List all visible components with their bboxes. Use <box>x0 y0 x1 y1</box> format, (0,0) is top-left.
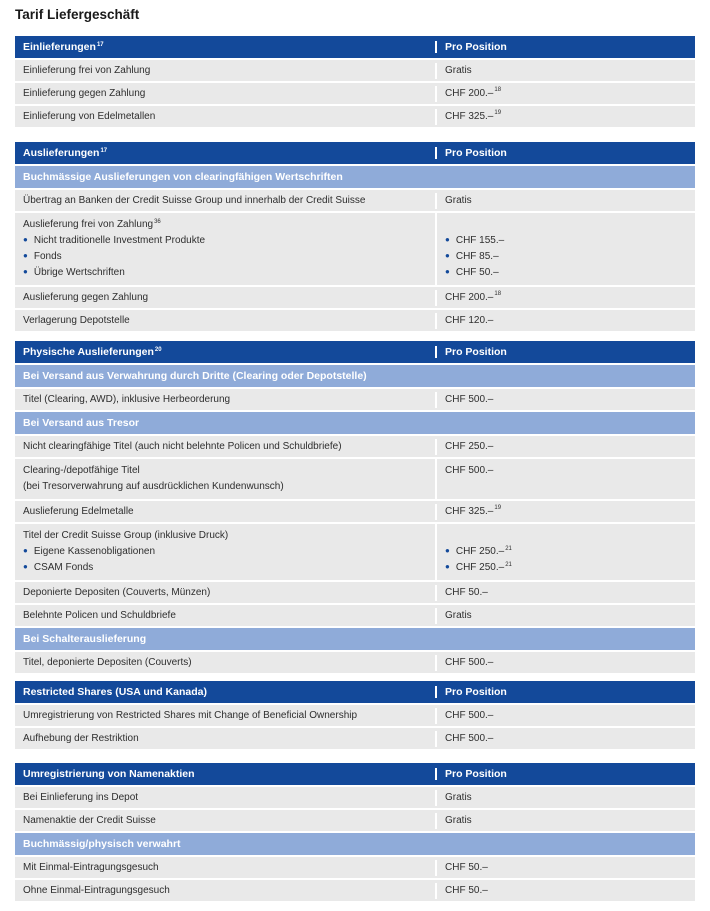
service-text <box>23 439 427 455</box>
footnote-ref: 19 <box>494 505 502 512</box>
service-cell <box>15 585 435 601</box>
price-cell <box>435 731 695 747</box>
service-cell <box>15 790 435 806</box>
subsection-header <box>15 628 695 650</box>
service-text-text: Einlieferung frei von Zahlung <box>23 64 151 76</box>
price-bullet <box>445 544 687 560</box>
subsection-title: Bei Schalterauslieferung <box>23 633 147 645</box>
price-text <box>445 813 687 829</box>
section-title-text: Auslieferungen <box>23 147 100 159</box>
price-text-text: Gratis <box>445 609 472 621</box>
price-text <box>445 731 687 747</box>
service-text-text: Deponierte Depositen (Couverts, Münzen) <box>23 586 211 598</box>
service-text <box>23 463 427 479</box>
bullet-item-text: CSAM Fonds <box>33 562 94 573</box>
price-text <box>445 608 687 624</box>
table-row <box>15 857 695 880</box>
subsection-header <box>15 412 695 434</box>
price-cell <box>435 392 695 408</box>
service-text <box>23 585 427 601</box>
price-text-text: CHF 250.– <box>445 440 494 452</box>
price-cell <box>435 504 695 520</box>
price-cell <box>435 459 695 499</box>
price-text <box>445 504 687 520</box>
table-row <box>15 436 695 459</box>
price-text-text: Gratis <box>445 791 472 803</box>
footnote-ref: 21 <box>505 561 512 568</box>
bullet-item <box>23 560 427 576</box>
section-header <box>15 341 695 363</box>
price-text <box>445 585 687 601</box>
service-text-text: Titel (Clearing, AWD), inklusive Herbeorderung <box>23 393 231 405</box>
price-text <box>445 86 687 102</box>
service-text-text: Umregistrierung von Restricted Shares mit Change of Beneficial Ownership <box>23 709 358 721</box>
service-text <box>23 813 427 829</box>
service-cell <box>15 708 435 724</box>
service-cell <box>15 731 435 747</box>
price-text-text: Gratis <box>445 814 472 826</box>
section-header <box>15 763 695 785</box>
service-heading <box>23 528 427 544</box>
price-cell <box>435 608 695 624</box>
price-cell <box>435 524 695 580</box>
section-title <box>15 147 435 159</box>
service-cell <box>15 439 435 455</box>
section-title <box>15 41 435 53</box>
price-text <box>445 883 687 899</box>
price-cell <box>435 708 695 724</box>
column-header-per-position: Pro Position <box>435 147 695 159</box>
bullet-item <box>23 265 427 281</box>
service-cell <box>15 504 435 520</box>
service-cell <box>15 290 435 306</box>
price-text-text: Gratis <box>445 64 472 76</box>
price-bullet <box>445 265 687 281</box>
footnote-ref: 20 <box>154 346 162 353</box>
price-text-text: CHF 200.– <box>445 291 494 303</box>
service-cell <box>15 655 435 671</box>
service-text-text: Titel, deponierte Depositen (Couverts) <box>23 656 192 668</box>
service-cell <box>15 213 435 285</box>
column-header-per-position: Pro Position <box>435 686 695 698</box>
price-cell <box>435 790 695 806</box>
service-text <box>23 790 427 806</box>
table-row <box>15 605 695 628</box>
price-text-text: CHF 500.– <box>445 732 494 744</box>
service-cell <box>15 313 435 329</box>
service-text <box>23 883 427 899</box>
table-row <box>15 310 695 333</box>
service-text-text: Clearing-/depotfähige Titel <box>23 465 140 476</box>
service-text <box>23 109 427 125</box>
price-text <box>445 708 687 724</box>
service-text <box>23 63 427 79</box>
price-bullet-text: CHF 250.– <box>455 546 505 557</box>
table-row <box>15 728 695 751</box>
price-text <box>445 790 687 806</box>
price-text-text: CHF 50.– <box>445 861 488 873</box>
price-text-text: CHF 325.– <box>445 110 494 122</box>
section-title <box>15 686 435 698</box>
price-cell <box>435 655 695 671</box>
column-header-per-position: Pro Position <box>435 346 695 358</box>
table-row <box>15 459 695 501</box>
section-title <box>15 346 435 358</box>
service-text-text: Ohne Einmal-Eintragungsgesuch <box>23 884 170 896</box>
table-row <box>15 389 695 412</box>
subsection-header <box>15 166 695 188</box>
price-text-text: Gratis <box>445 194 472 206</box>
price-cell <box>435 439 695 455</box>
bullet-item-text: Fonds <box>33 251 62 262</box>
service-cell <box>15 392 435 408</box>
bullet-item <box>23 544 427 560</box>
price-text-text: CHF 500.– <box>445 709 494 721</box>
footnote-ref: 36 <box>154 218 161 225</box>
price-cell <box>435 860 695 876</box>
price-text <box>445 439 687 455</box>
price-text <box>445 655 687 671</box>
service-text-text: Nicht clearingfähige Titel (auch nicht belehnte Policen und Schuldbriefe) <box>23 440 342 452</box>
bullet-item <box>23 249 427 265</box>
price-text <box>445 392 687 408</box>
service-text <box>23 860 427 876</box>
price-cell <box>435 313 695 329</box>
service-text <box>23 313 427 329</box>
service-text-text: Namenaktie der Credit Suisse <box>23 814 156 826</box>
service-text-text: Aufhebung der Restriktion <box>23 732 139 744</box>
spacer <box>445 528 687 544</box>
table-row <box>15 524 695 582</box>
service-text-text: Bei Einlieferung ins Depot <box>23 791 139 803</box>
price-text-text: CHF 500.– <box>445 656 494 668</box>
section-header <box>15 142 695 164</box>
service-text <box>23 392 427 408</box>
section-header <box>15 681 695 703</box>
price-cell <box>435 63 695 79</box>
service-cell <box>15 524 435 580</box>
price-bullet-text: CHF 155.– <box>455 235 505 246</box>
table-row <box>15 83 695 106</box>
price-cell <box>435 213 695 285</box>
service-cell <box>15 860 435 876</box>
service-text-text: Belehnte Policen und Schuldbriefe <box>23 609 176 621</box>
service-text <box>23 731 427 747</box>
price-text-text: CHF 500.– <box>445 393 494 405</box>
price-bullet <box>445 560 687 576</box>
service-heading <box>23 217 427 233</box>
service-text <box>23 708 427 724</box>
subsection-title: Buchmässige Auslieferungen von clearingfähigen Wertschriften <box>23 171 343 183</box>
table-row <box>15 213 695 287</box>
service-text-text: Mit Einmal-Eintragungsgesuch <box>23 861 159 873</box>
table-row <box>15 287 695 310</box>
service-text <box>23 608 427 624</box>
subsection-title: Buchmässig/physisch verwahrt <box>23 838 181 850</box>
service-text-text: Auslieferung Edelmetalle <box>23 505 134 517</box>
section-header <box>15 36 695 58</box>
footnote-ref: 17 <box>96 41 104 48</box>
table-row <box>15 501 695 524</box>
section-title-text: Einlieferungen <box>23 41 96 53</box>
price-bullet-text: CHF 250.– <box>455 562 505 573</box>
service-text <box>23 504 427 520</box>
price-bullet <box>445 249 687 265</box>
footnote-ref: 18 <box>494 87 502 94</box>
service-cell <box>15 813 435 829</box>
table-row <box>15 652 695 675</box>
service-cell <box>15 109 435 125</box>
footnote-ref: 17 <box>100 147 108 154</box>
table-row <box>15 705 695 728</box>
service-text <box>23 479 427 495</box>
price-text <box>445 313 687 329</box>
service-text <box>23 290 427 306</box>
price-bullet-text: CHF 50.– <box>455 267 499 278</box>
price-cell <box>435 193 695 209</box>
table-row <box>15 787 695 810</box>
price-cell <box>435 585 695 601</box>
price-text <box>445 63 687 79</box>
table-row <box>15 582 695 605</box>
service-cell <box>15 459 435 499</box>
bullet-item <box>23 233 427 249</box>
price-text-text: CHF 200.– <box>445 87 494 99</box>
service-cell <box>15 63 435 79</box>
bullet-item-text: Eigene Kassenobligationen <box>33 546 156 557</box>
subsection-title: Bei Versand aus Tresor <box>23 417 140 429</box>
table-row <box>15 190 695 213</box>
section-title-text: Restricted Shares (USA und Kanada) <box>23 686 207 698</box>
footnote-ref: 19 <box>494 110 502 117</box>
service-text <box>23 655 427 671</box>
service-heading-text: Titel der Credit Suisse Group (inklusive Druck) <box>23 530 229 541</box>
service-text-text: Verlagerung Depotstelle <box>23 314 130 326</box>
service-cell <box>15 86 435 102</box>
column-header-per-position: Pro Position <box>435 768 695 780</box>
bullet-item-text: Nicht traditionelle Investment Produkte <box>33 235 206 246</box>
price-text-text: CHF 50.– <box>445 586 488 598</box>
subsection-header <box>15 365 695 387</box>
column-header-per-position: Pro Position <box>435 41 695 53</box>
service-text <box>23 86 427 102</box>
price-text-text: CHF 500.– <box>445 465 494 476</box>
price-cell <box>435 109 695 125</box>
footnote-ref: 18 <box>494 291 502 298</box>
price-text <box>445 193 687 209</box>
subsection-title: Bei Versand aus Verwahrung durch Dritte (Clearing oder Depotstelle) <box>23 370 367 382</box>
table-row <box>15 106 695 129</box>
table-row <box>15 60 695 83</box>
service-cell <box>15 193 435 209</box>
price-cell <box>435 813 695 829</box>
price-cell <box>435 883 695 899</box>
price-text <box>445 463 687 479</box>
service-cell <box>15 608 435 624</box>
service-text-text: (bei Tresorverwahrung auf ausdrücklichen Kundenwunsch) <box>23 481 284 492</box>
service-text-text: Übertrag an Banken der Credit Suisse Group und innerhalb der Credit Suisse <box>23 194 366 206</box>
table-row <box>15 880 695 903</box>
service-text <box>23 193 427 209</box>
price-cell <box>435 290 695 306</box>
price-bullet <box>445 233 687 249</box>
price-text <box>445 860 687 876</box>
service-heading-text: Auslieferung frei von Zahlung <box>23 219 154 230</box>
price-bullet-text: CHF 85.– <box>455 251 499 262</box>
section-title-text: Umregistrierung von Namenaktien <box>23 768 195 780</box>
service-cell <box>15 883 435 899</box>
price-text-text: CHF 50.– <box>445 884 488 896</box>
subsection-header <box>15 833 695 855</box>
service-text-text: Auslieferung gegen Zahlung <box>23 291 149 303</box>
section-title <box>15 768 435 780</box>
price-text <box>445 109 687 125</box>
price-cell <box>435 86 695 102</box>
price-text-text: CHF 325.– <box>445 505 494 517</box>
service-text-text: Einlieferung gegen Zahlung <box>23 87 146 99</box>
price-text-text: CHF 120.– <box>445 314 494 326</box>
price-text <box>445 290 687 306</box>
service-text-text: Einlieferung von Edelmetallen <box>23 110 156 122</box>
bullet-item-text: Übrige Wertschriften <box>33 267 125 278</box>
page-title: Tarif Liefergeschäft <box>15 7 140 22</box>
spacer <box>445 217 687 233</box>
section-title-text: Physische Auslieferungen <box>23 346 154 358</box>
footnote-ref: 21 <box>505 545 512 552</box>
table-row <box>15 810 695 833</box>
